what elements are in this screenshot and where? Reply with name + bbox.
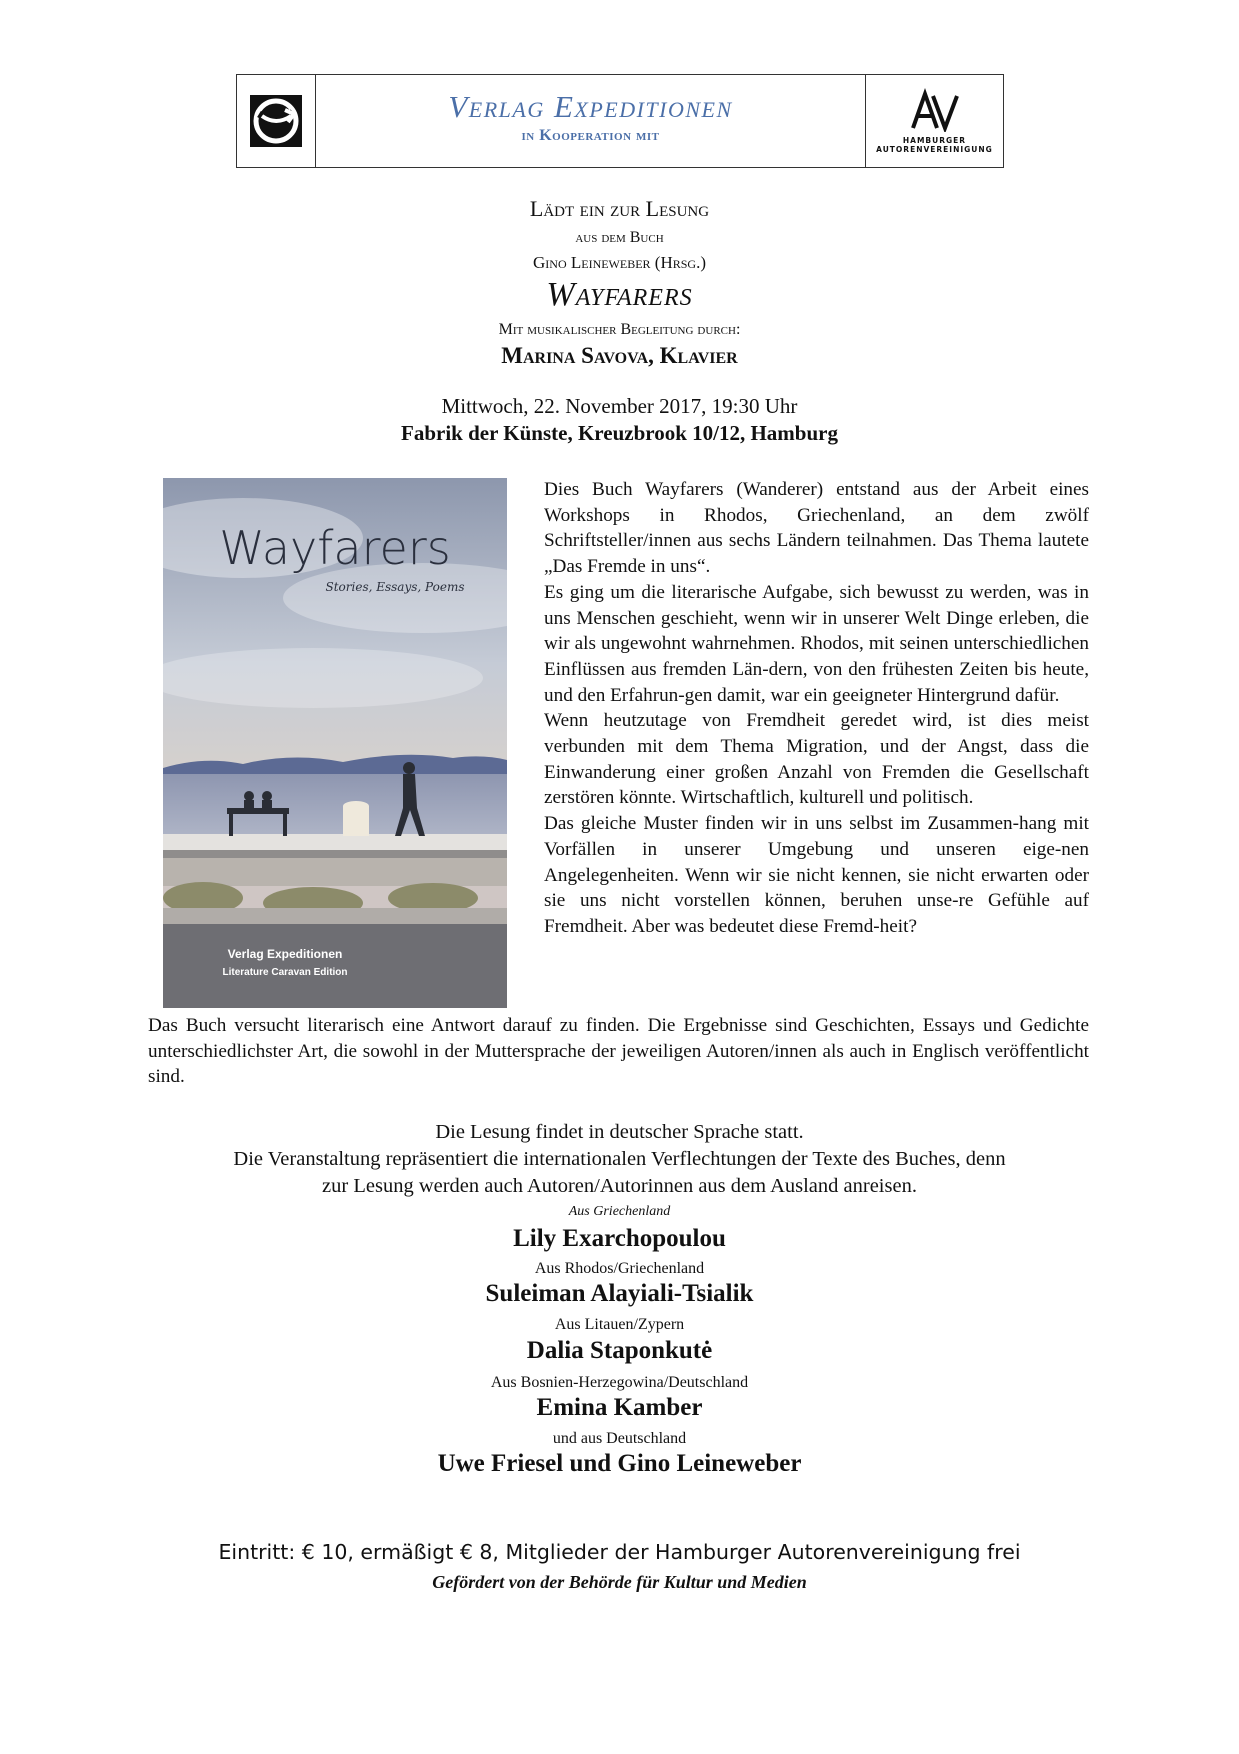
invite-line-2: aus dem Buch bbox=[575, 229, 664, 246]
description-paragraph: Das gleiche Muster finden wir in uns selbst im Zusammen-hang mit Vorfällen in unserer Umgebung und unseren eige-nen Angelegenheiten. Wenn wir sie nicht kennen, sie nicht erwarten oder sie uns nicht vorstellen können, beruhen unse-re Gefühle auf Fremdheit. Aber was bedeutet diese Fremd-heit? bbox=[544, 813, 1089, 937]
editor-line: Gino Leineweber (Hrsg.) bbox=[533, 253, 706, 272]
book-title: Wayfarers bbox=[546, 276, 693, 313]
author-origin: Aus Litauen/Zypern bbox=[554, 1316, 685, 1333]
event-datetime: Mittwoch, 22. November 2017, 19:30 Uhr bbox=[441, 394, 798, 418]
author-name: Dalia Staponkutė bbox=[526, 1337, 713, 1364]
author-origin: Aus Griechenland bbox=[568, 1204, 671, 1219]
partner-logo-text: HAMBURGER AUTORENVEREINIGUNG bbox=[876, 136, 993, 154]
cooperation-label: in Kooperation mit bbox=[521, 127, 660, 144]
international-note-line-2: zur Lesung werden auch Autoren/Autorinnen aus dem Ausland anreisen. bbox=[322, 1175, 917, 1197]
author-name: Uwe Friesel und Gino Leineweber bbox=[437, 1450, 802, 1477]
musician: Marina Savova, Klavier bbox=[501, 343, 738, 368]
author-origin: Aus Rhodos/Griechenland bbox=[534, 1260, 705, 1277]
admission-info: Eintritt: € 10, ermäßigt € 8, Mitglieder der Hamburger Autorenvereinigung frei bbox=[218, 1540, 1021, 1564]
av-monogram-icon bbox=[909, 88, 961, 132]
description-paragraph: Dies Buch Wayfarers (Wanderer) entstand aus der Arbeit eines Workshops in Rhodos, Griechenland, an dem zwölf Schriftsteller/innen aus sechs Ländern teilnahmen. Das Thema lautete „Das Fremde in uns“. bbox=[544, 479, 1089, 578]
partner-logo-cell bbox=[865, 75, 1003, 167]
international-note-line-1: Die Veranstaltung repräsentiert die internationalen Verflechtungen der Texte des Buches, denn bbox=[233, 1148, 1006, 1170]
author-origin: und aus Deutschland bbox=[552, 1430, 687, 1447]
cover-illustration bbox=[163, 478, 507, 1008]
sponsor-line: Gefördert von der Behörde für Kultur und Medien bbox=[432, 1572, 807, 1592]
language-note: Die Lesung findet in deutscher Sprache statt. bbox=[435, 1121, 804, 1143]
author-name: Lily Exarchopoulou bbox=[513, 1225, 726, 1252]
description-full-width: Das Buch versucht literarisch eine Antwort darauf zu finden. Die Ergebnisse sind Geschichten, Essays und Gedichte unterschiedlichster Art, die sowohl in der Muttersprache der jeweiligen Autoren/innen als auch in Englisch veröffentlicht sind. bbox=[148, 1015, 1089, 1088]
publisher-logo-icon bbox=[249, 94, 303, 148]
cover-subtitle: Stories, Essays, Poems bbox=[325, 580, 465, 594]
invite-line-1: Lädt ein zur Lesung bbox=[529, 196, 710, 221]
cover-edition: Literature Caravan Edition bbox=[222, 967, 348, 978]
header-box bbox=[236, 74, 1004, 168]
cover-title: Wayfarers bbox=[219, 521, 451, 575]
author-name: Suleiman Alayiali-Tsialik bbox=[485, 1280, 754, 1307]
publisher-name: Verlag Expeditionen bbox=[448, 89, 733, 124]
book-cover-image bbox=[163, 478, 507, 1008]
cover-publisher: Verlag Expeditionen bbox=[227, 947, 343, 961]
event-venue: Fabrik der Künste, Kreuzbrook 10/12, Hamburg bbox=[401, 421, 838, 445]
author-origin: Aus Bosnien-Herzegowina/Deutschland bbox=[490, 1374, 749, 1391]
author-name: Emina Kamber bbox=[536, 1394, 703, 1421]
publisher-logo-cell bbox=[237, 75, 316, 167]
description-column bbox=[544, 477, 1089, 940]
description-paragraph: Wenn heutzutage von Fremdheit geredet wird, ist dies meist verbunden mit dem Thema Migration, und der Angst, dass die Einwanderung einer großen Anzahl von Fremden die Gesellschaft zerstören könnte. Wirtschaftlich, kulturell und politisch. bbox=[544, 710, 1089, 809]
publisher-name-cell bbox=[316, 75, 865, 167]
description-paragraph: Es ging um die literarische Aufgabe, sich bewusst zu werden, was in uns Menschen geschieht, wenn wir in unserer Welt Dinge erleben, die wir als ungewohnt wahrnehmen. Rhodos, mit seinen unterschiedlichen Einflüssen aus fremden Län-dern, von den frühesten Zeiten bis heute, und den Erfahrun-gen damit, war ein geeigneter Hintergrund dafür. bbox=[544, 581, 1089, 706]
music-intro: Mit musikalischer Begleitung durch: bbox=[498, 321, 741, 338]
